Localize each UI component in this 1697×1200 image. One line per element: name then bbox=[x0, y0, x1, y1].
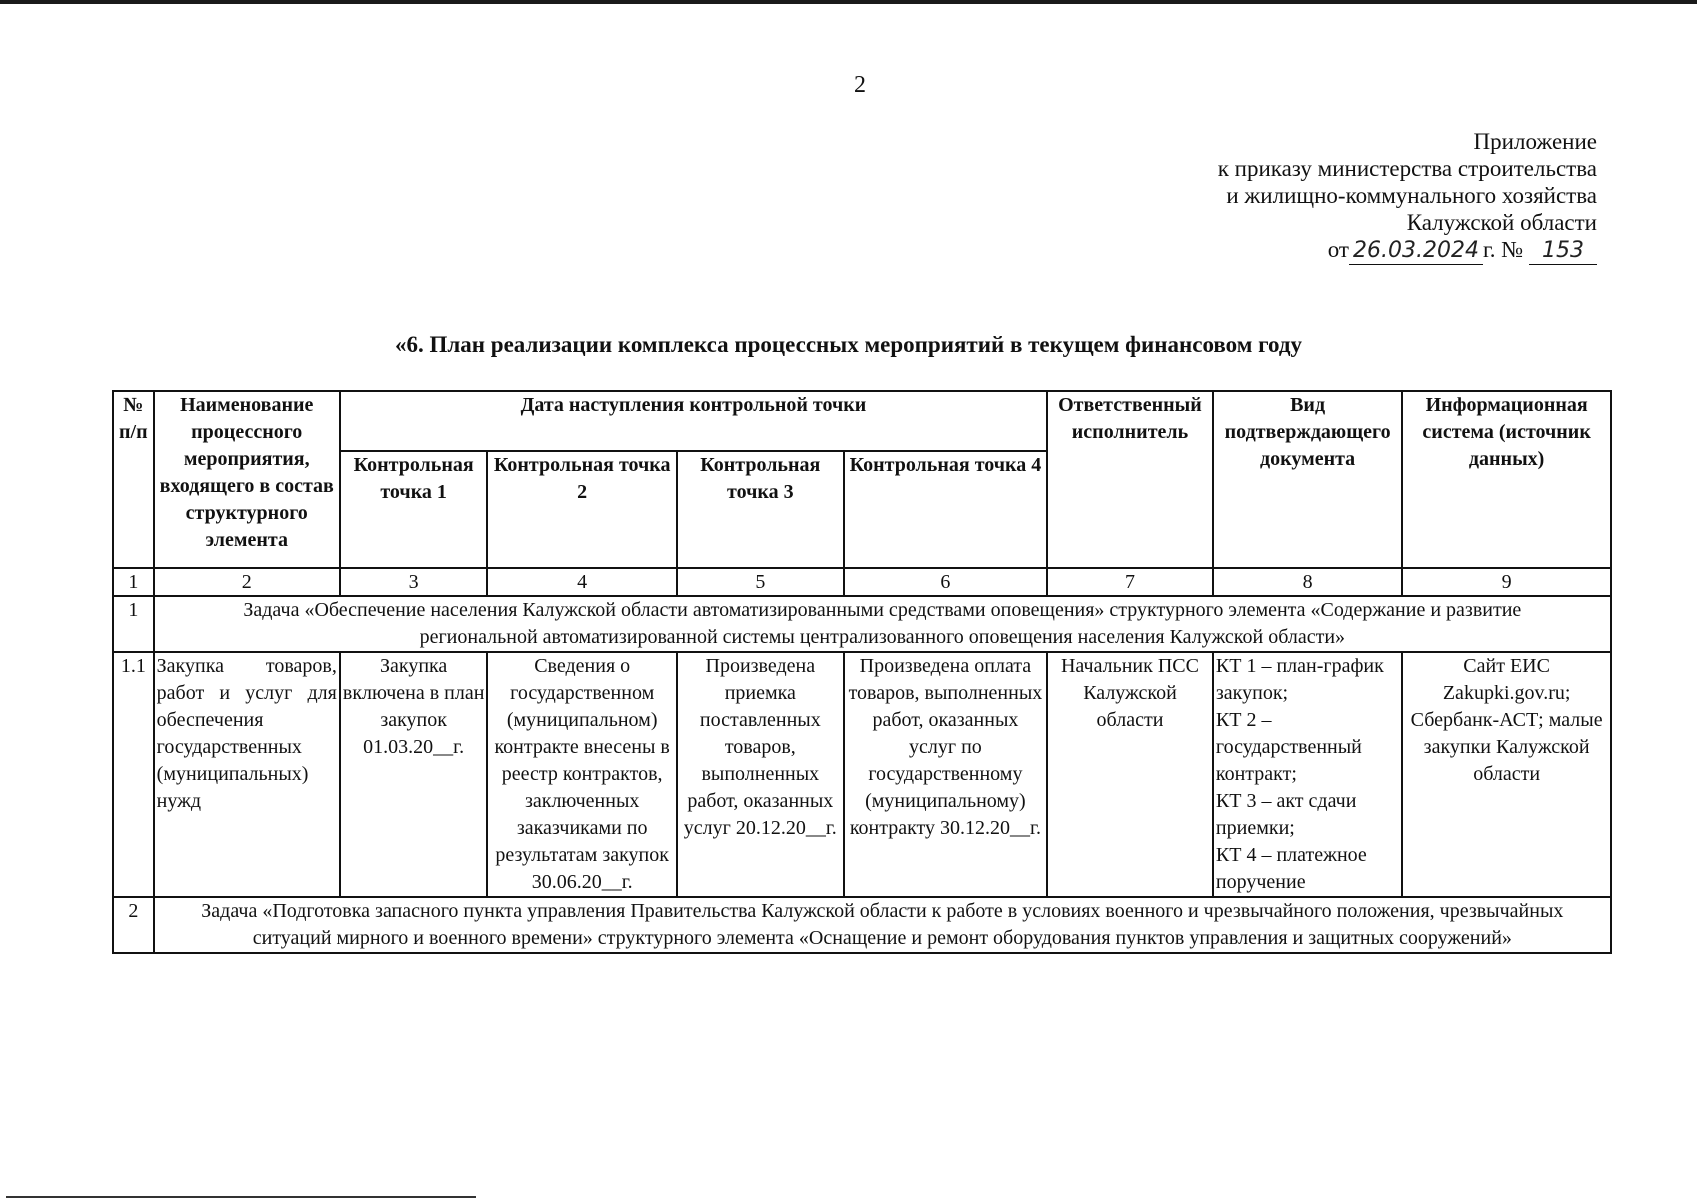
plan-table bbox=[112, 390, 1612, 954]
control-point-3: Произведена приемка поставленных товаров, выполненных работ, оказанных услуг 20.12.20__г. bbox=[677, 652, 844, 897]
appendix-title: Приложение bbox=[1473, 129, 1597, 154]
header-info-system: Информационная система (источник данных) bbox=[1402, 391, 1611, 568]
document-title: «6. План реализации комплекса процессных мероприятий в текущем финансовом году bbox=[394, 332, 1303, 357]
confirming-document bbox=[1213, 652, 1402, 897]
order-reference bbox=[1328, 236, 1597, 265]
bottom-edge-line bbox=[6, 1196, 476, 1198]
information-system: Сайт ЕИС Zakupki.gov.ru; Сбербанк-АСТ; малые закупки Калужской области bbox=[1402, 652, 1611, 897]
column-number: 9 bbox=[1402, 568, 1611, 596]
column-number: 3 bbox=[340, 568, 488, 596]
header-cp1: Контрольная точка 1 bbox=[340, 451, 488, 568]
task-row-1 bbox=[113, 596, 1611, 652]
column-number: 4 bbox=[487, 568, 676, 596]
header-cp4: Контрольная точка 4 bbox=[844, 451, 1047, 568]
column-number: 6 bbox=[844, 568, 1047, 596]
column-number: 1 bbox=[113, 568, 154, 596]
doc-kt4: КТ 4 – платежное поручение bbox=[1215, 844, 1367, 893]
order-from-label: от bbox=[1327, 237, 1349, 262]
header-cp2: Контрольная точка 2 bbox=[487, 451, 676, 568]
doc-kt3: КТ 3 – акт сдачи приемки; bbox=[1215, 790, 1357, 839]
top-border-line bbox=[0, 0, 1697, 4]
table-row bbox=[113, 652, 1611, 897]
header-name: Наименование процессного мероприятия, входящего в состав структурного элемента bbox=[154, 391, 340, 568]
task-number: 2 bbox=[113, 897, 154, 953]
doc-kt1: КТ 1 – план-график закупок; bbox=[1215, 655, 1384, 704]
task-number: 1 bbox=[113, 596, 154, 652]
order-number-label: г. № bbox=[1482, 237, 1524, 262]
control-point-1: Закупка включена в план закупок 01.03.20__г. bbox=[340, 652, 488, 897]
header-cp3: Контрольная точка 3 bbox=[677, 451, 844, 568]
header-date-group: Дата наступления контрольной точки bbox=[340, 391, 1047, 451]
order-date: 26.03.2024 bbox=[1349, 237, 1483, 265]
activity-name: Закупка товаров, работ и услуг для обеспечения государственных (муниципальных) нужд bbox=[154, 652, 340, 897]
header-row-1 bbox=[113, 391, 1611, 451]
control-point-4: Произведена оплата товаров, выполненных работ, оказанных услуг по государственному (муниципальному) контракту 30.12.20__г. bbox=[844, 652, 1047, 897]
header-responsible: Ответственный исполнитель bbox=[1047, 391, 1213, 568]
page-number: 2 bbox=[854, 72, 866, 98]
task-description: Задача «Подготовка запасного пункта управления Правительства Калужской области к работе в условиях военного и чрезвычайного положения, чрезвычайных ситуаций мирного и военного времени» структурного элемента «Оснащение и ремонт оборудования пунктов управления и защитных сооружений» bbox=[154, 897, 1611, 953]
row-number: 1.1 bbox=[113, 652, 154, 897]
appendix-block bbox=[1218, 128, 1597, 265]
column-number: 8 bbox=[1213, 568, 1402, 596]
responsible-executor: Начальник ПСС Калужской области bbox=[1047, 652, 1213, 897]
column-number: 2 bbox=[154, 568, 340, 596]
control-point-2: Сведения о государственном (муниципальном) контракте внесены в реестр контрактов, заключенных заказчиками по результатам закупок 30.06.20__г. bbox=[487, 652, 676, 897]
task-row-2 bbox=[113, 897, 1611, 953]
column-number: 5 bbox=[677, 568, 844, 596]
appendix-line-2: к приказу министерства строительства bbox=[1217, 156, 1597, 181]
order-number: 153 bbox=[1529, 237, 1597, 265]
column-number: 7 bbox=[1047, 568, 1213, 596]
appendix-line-3: и жилищно-коммунального хозяйства bbox=[1226, 183, 1597, 208]
appendix-line-4: Калужской области bbox=[1406, 210, 1597, 235]
header-num: № п/п bbox=[113, 391, 154, 568]
task-description: Задача «Обеспечение населения Калужской области автоматизированными средствами оповещения» структурного элемента «Содержание и развитие региональной автоматизированной системы централизованного оповещения населения Калужской области» bbox=[154, 596, 1611, 652]
column-number-row bbox=[113, 568, 1611, 596]
header-doc-type: Вид подтверждающего документа bbox=[1213, 391, 1402, 568]
doc-kt2: КТ 2 – государственный контракт; bbox=[1215, 709, 1362, 785]
